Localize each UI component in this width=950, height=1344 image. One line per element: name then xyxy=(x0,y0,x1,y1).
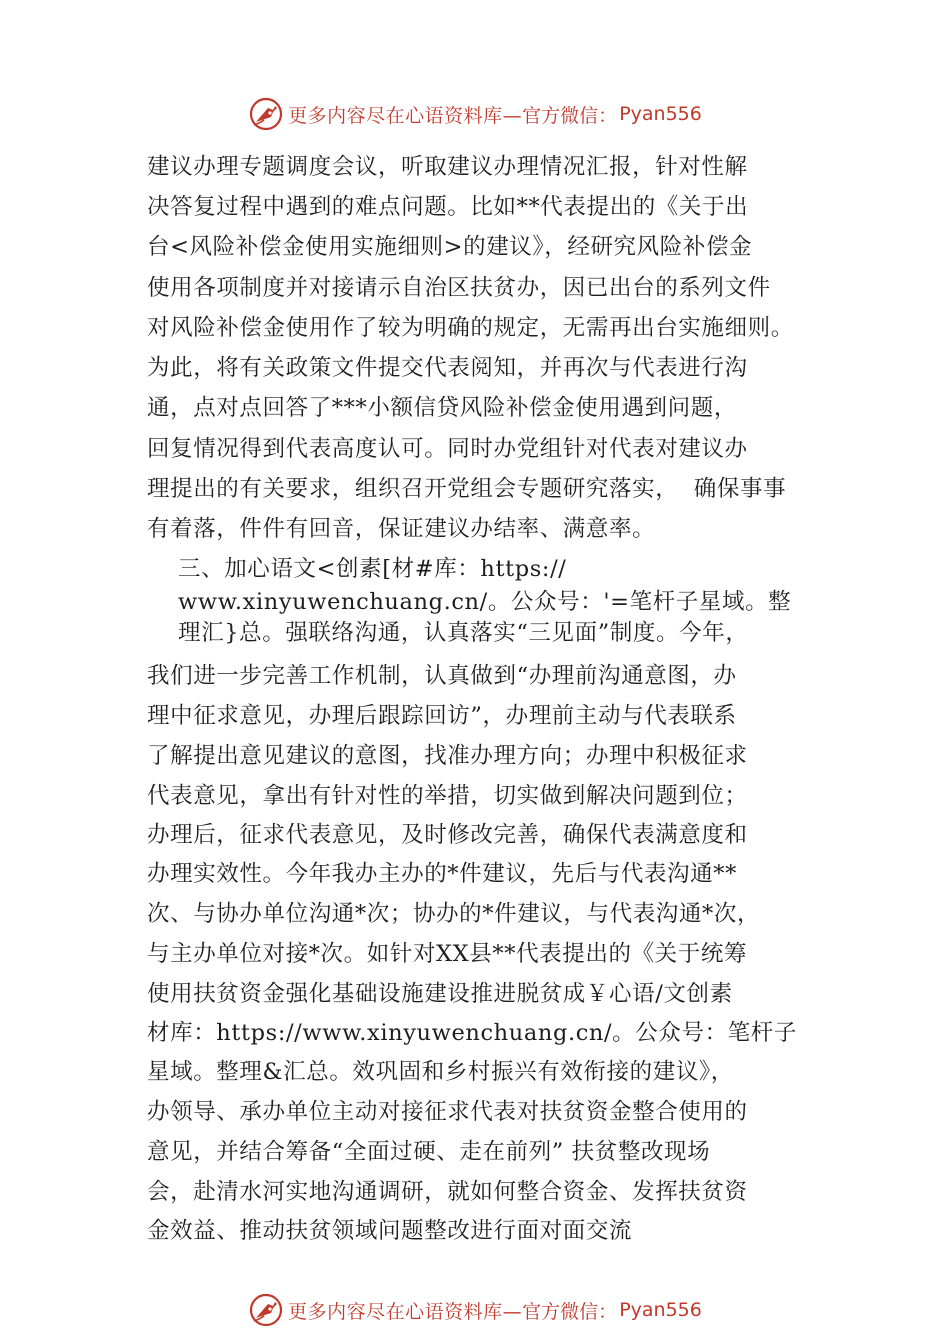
body-line: 建议办理专题调度会议，听取建议办理情况汇报，针对性解 xyxy=(147,154,748,180)
body-line: 办领导、承办单位主动对接征求代表对扶贫资金整合使用的 xyxy=(147,1099,748,1125)
body-line: 次、与协办单位沟通*次；协办的*件建议，与代表沟通*次， xyxy=(147,901,761,927)
body-line: 台<风险补偿金使用实施细则>的建议》，经研究风险补偿金 xyxy=(147,234,753,260)
body-line: 与主办单位对接*次。如针对XX县**代表提出的《关于统筹 xyxy=(147,941,748,967)
watermark-wechat-label: 官方微信： xyxy=(522,104,618,127)
body-line: 星域。整理&汇总。效巩固和乡村振兴有效衔接的建议》， xyxy=(147,1059,734,1085)
header-watermark xyxy=(0,94,950,134)
pen-nib-logo-icon xyxy=(248,96,284,132)
body-line: 我们进一步完善工作机制，认真做到“办理前沟通意图，办 xyxy=(147,663,737,689)
body-line: 为此，将有关政策文件提交代表阅知，并再次与代表进行沟 xyxy=(147,355,748,381)
body-line: 通，点对点回答了***小额信贷风险补偿金使用遇到问题， xyxy=(147,395,737,421)
footer-watermark xyxy=(0,1290,950,1330)
watermark-wechat-id: Pyan556 xyxy=(619,103,702,125)
body-line: www.xinyuwenchuang.cn/。公众号：'=笔杆子星域。整 xyxy=(147,589,792,615)
pen-nib-logo-icon xyxy=(248,1292,284,1328)
body-line: 决答复过程中遇到的难点问题。比如**代表提出的《关于出 xyxy=(147,194,749,220)
watermark-wechat-id: Pyan556 xyxy=(619,1299,702,1321)
watermark-text: 更多内容尽在心语资料库— xyxy=(288,104,523,127)
body-line: 代表意见，拿出有针对性的举措，切实做到解决问题到位； xyxy=(147,783,748,809)
body-line: 了解提出意见建议的意图，找准办理方向；办理中积极征求 xyxy=(147,743,748,769)
body-line: 理提出的有关要求，组织召开党组会专题研究落实， 确保事事 xyxy=(147,476,787,502)
body-line: 意见，并结合筹备“全面过硬、走在前列” 扶贫整改现场 xyxy=(147,1139,711,1165)
body-line: 对风险补偿金使用作了较为明确的规定，无需再出台实施细则。 xyxy=(147,315,794,341)
body-line: 材库：https://www.xinyuwenchuang.cn/。公众号：笔杆子 xyxy=(147,1020,797,1046)
body-line: 理中征求意见，办理后跟踪回访”，办理前主动与代表联系 xyxy=(147,703,737,729)
body-line: 金效益、推动扶贫领域问题整改进行面对面交流 xyxy=(147,1218,633,1244)
body-line: 回复情况得到代表高度认可。同时办党组针对代表对建议办 xyxy=(147,436,748,462)
body-line: 使用扶贫资金强化基础设施建设推进脱贫成￥心语/文创素 xyxy=(147,981,733,1007)
body-line: 理汇}总。强联络沟通，认真落实“三见面”制度。今年， xyxy=(147,620,749,646)
body-line: 会，赴清水河实地沟通调研，就如何整合资金、发挥扶贫资 xyxy=(147,1179,748,1205)
body-line: 办理后，征求代表意见，及时修改完善，确保代表满意度和 xyxy=(147,822,748,848)
watermark-wechat-label: 官方微信： xyxy=(522,1300,618,1323)
body-line: 有着落，件件有回音，保证建议办结率、满意率。 xyxy=(147,516,656,542)
body-line: 三、加心语文<创素[材#库：https:// xyxy=(147,556,567,582)
watermark-text: 更多内容尽在心语资料库— xyxy=(288,1300,523,1323)
body-line: 使用各项制度并对接请示自治区扶贫办，因已出台的系列文件 xyxy=(147,275,771,301)
body-line: 办理实效性。今年我办主办的*件建议，先后与代表沟通** xyxy=(147,861,737,887)
